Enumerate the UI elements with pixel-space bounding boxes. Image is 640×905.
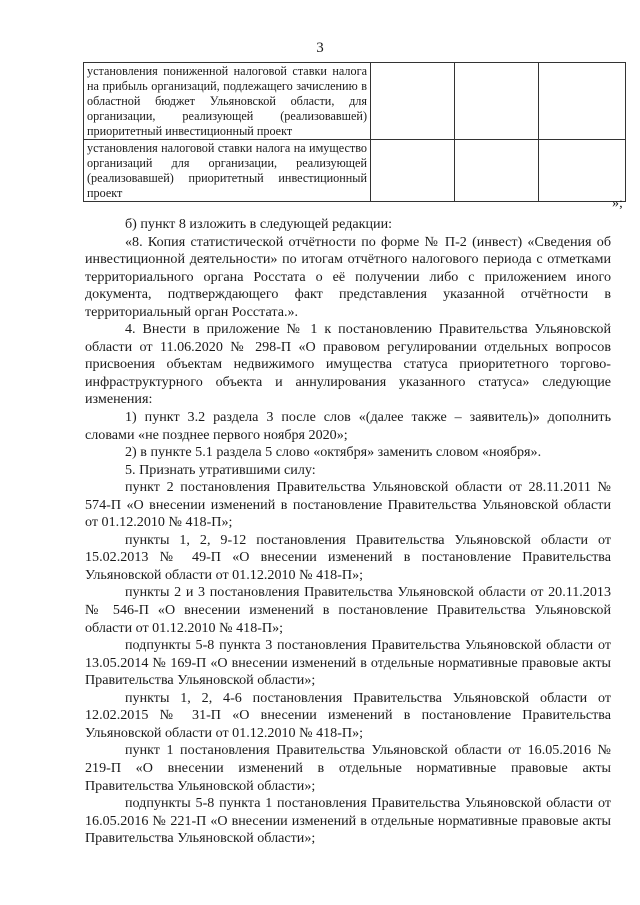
table-cell: [455, 140, 539, 202]
row-text: установления пониженной налоговой ставки налога на прибыль организаций, подлежащего зачислению в областной бюджет Ульяновской области, для организации, реализующей (реализовавшей) приоритетный инвестиционный проект: [87, 64, 367, 138]
paragraph: 4. Внести в приложение № 1 к постановлению Правительства Ульяновской области от 11.06.2020 № 298-П «О правовом регулировании отдельных вопросов присвоения объектам недвижимого имущества статуса приоритетного торгово-инфраструктурного объекта и аннулирования указанного статуса» следующие изменения:: [85, 321, 611, 408]
paragraph: пункты 1, 2, 9-12 постановления Правительства Ульяновской области от 15.02.2013 № 49-П «О внесении изменений в постановление Правительства Ульяновской области от 01.12.2010 № 418-П»;: [85, 531, 611, 583]
table-closing-quote: »;: [612, 196, 623, 211]
paragraph: пункты 1, 2, 4-6 постановления Правительства Ульяновской области от 12.02.2015 № 31-П «О внесении изменений в постановление Правительства Ульяновской области от 01.12.2010 № 418-П»;: [85, 689, 611, 741]
document-body: [85, 216, 611, 848]
paragraph: подпункты 5-8 пункта 1 постановления Правительства Ульяновской области от 16.05.2016 № 221-П «О внесении изменений в отдельные нормативные правовые акты Правительства Ульяновской области»;: [85, 795, 611, 847]
paragraph: 2) в пункте 5.1 раздела 5 слово «октября» заменить словом «ноября».: [125, 444, 542, 461]
paragraph: пункт 1 постановления Правительства Ульяновской области от 16.05.2016 № 219-П «О внесении изменений в отдельные нормативные правовые акты Правительства Ульяновской области»;: [85, 742, 611, 794]
paragraph: подпункты 5-8 пункта 3 постановления Правительства Ульяновской области от 13.05.2014 № 169-П «О внесении изменений в отдельные нормативные правовые акты Правительства Ульяновской области»;: [85, 637, 611, 689]
paragraph: 1) пункт 3.2 раздела 3 после слов «(далее также – заявитель)» дополнить словами «не позднее первого ноября 2020»;: [85, 409, 611, 443]
table-row: [84, 63, 626, 140]
table-cell: [371, 140, 455, 202]
table-cell: [539, 140, 626, 202]
page-number: 3: [316, 40, 324, 56]
table-cell: [455, 63, 539, 140]
table-cell-description: [84, 63, 371, 140]
table-cell-description: [84, 140, 371, 202]
incentive-table: [83, 62, 626, 202]
table-row: [84, 140, 626, 202]
paragraph: пункт 2 постановления Правительства Ульяновской области от 28.11.2011 № 574-П «О внесении изменений в постановление Правительства Ульяновской области от 01.12.2010 № 418-П»;: [85, 479, 611, 531]
paragraph: б) пункт 8 изложить в следующей редакции:: [125, 216, 393, 232]
paragraph: пункты 2 и 3 постановления Правительства Ульяновской области от 20.11.2013 № 546-П «О внесении изменений в постановление Правительства Ульяновской области от 01.12.2010 № 418-П»;: [85, 584, 611, 636]
paragraph: 5. Признать утратившими силу:: [125, 461, 316, 478]
row-text: установления налоговой ставки налога на имущество организаций для организации, реализующей (реализовавшей) приоритетный инвестиционный проект: [87, 141, 367, 200]
table-cell: [371, 63, 455, 140]
table-cell: [539, 63, 626, 140]
paragraph: «8. Копия статистической отчётности по форме № П-2 (инвест) «Сведения об инвестиционной деятельности» по итогам отчётного налогового периода с отметками территориального органа Росстата о её получении либо с приложением иного документа, подтверждающего факт представления указанной отчётности в территориальный орган Росстата.».: [85, 233, 611, 320]
